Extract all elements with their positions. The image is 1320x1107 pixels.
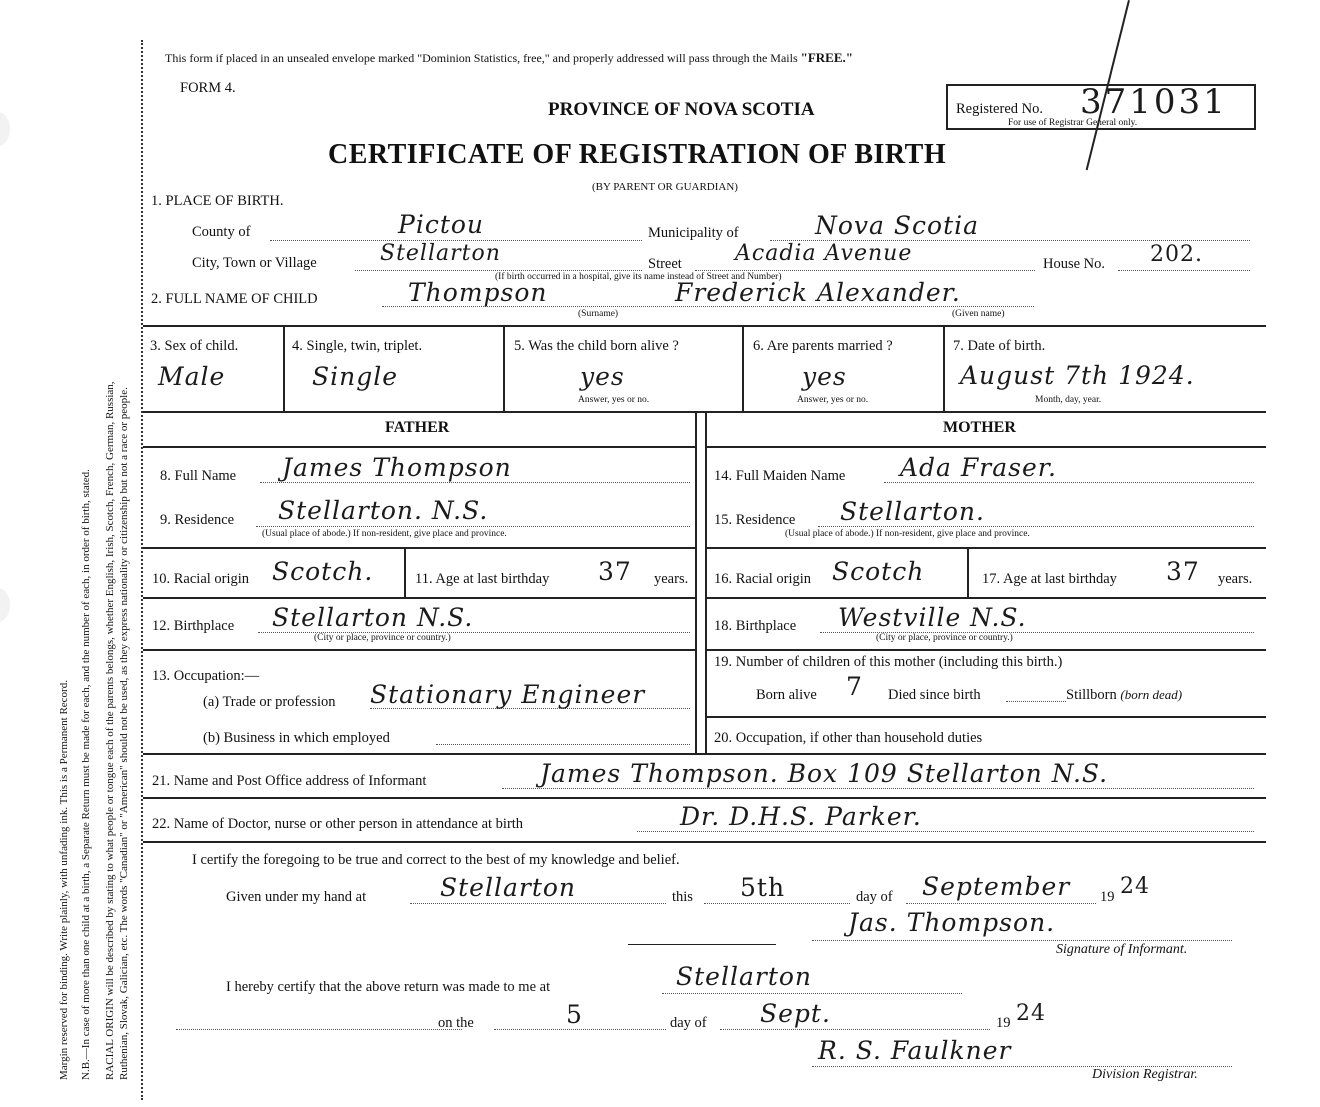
punch-hole (0, 588, 10, 622)
on-the-line-left (176, 1029, 462, 1030)
rule (143, 547, 695, 549)
month-line (906, 903, 1096, 904)
rule (695, 411, 697, 753)
child-surname: Thompson (408, 278, 548, 307)
doctor-label: 22. Name of Doctor, nurse or other person in attendance at birth (152, 816, 524, 832)
province-heading: PROVINCE OF NOVA SCOTIA (548, 99, 815, 120)
given-place: Stellarton (440, 873, 577, 902)
sex-value: Male (158, 362, 226, 391)
business-line (436, 744, 690, 745)
punch-hole (0, 112, 10, 146)
father-age-label: 11. Age at last birthday (415, 571, 550, 587)
surname-caption: (Surname) (578, 309, 619, 319)
return-place-line (662, 993, 962, 994)
rule (503, 325, 505, 411)
father-birthplace-caption: (City or place, province or country.) (314, 633, 451, 643)
mail-notice: This form if placed in an unsealed envelope marked "Dominion Statistics, free," and properly addressed will pass through the Mails "FREE." (165, 50, 853, 65)
doctor-line (637, 831, 1254, 832)
rule (705, 716, 1266, 718)
return-day: 5 (566, 1000, 583, 1029)
return-year: 24 (1016, 1001, 1046, 1026)
mother-heading: MOTHER (943, 419, 1016, 436)
children-label: 19. Number of children of this mother (including this birth.) (714, 654, 1063, 670)
municipality-label: Municipality of (648, 225, 739, 241)
father-birthplace-label: 12. Birthplace (152, 618, 235, 634)
mother-age: 37 (1166, 557, 1200, 586)
mother-residence: Stellarton. (840, 497, 985, 526)
father-name-label: 8. Full Name (160, 468, 237, 484)
city-value: Stellarton (380, 241, 501, 266)
father-birthplace: Stellarton N.S. (272, 603, 474, 632)
married-value: yes (802, 362, 847, 391)
rule (628, 944, 776, 945)
hospital-note: (If birth occurred in a hospital, give its name instead of Street and Number) (495, 272, 782, 282)
county-label: County of (192, 224, 251, 240)
mother-occupation-label: 20. Occupation, if other than household duties (714, 730, 983, 746)
given-year: 24 (1120, 874, 1150, 899)
informant-signature: Jas. Thompson. (848, 908, 1056, 937)
county-value: Pictou (398, 210, 485, 239)
father-residence-caption: (Usual place of abode.) If non-resident, give place and province. (262, 529, 507, 539)
informant-label: 21. Name and Post Office address of Informant (152, 773, 427, 789)
father-race-label: 10. Racial origin (152, 571, 250, 587)
mother-residence-line (818, 526, 1254, 527)
municipality-value: Nova Scotia (815, 211, 980, 240)
signature-line (812, 940, 1232, 941)
house-label: House No. (1043, 256, 1106, 272)
child-name-label: 2. FULL NAME OF CHILD (151, 291, 318, 307)
doctor-value: Dr. D.H.S. Parker. (680, 802, 922, 831)
rule (404, 547, 406, 597)
trade-label: (a) Trade or profession (203, 694, 336, 710)
certificate-subtitle: (BY PARENT OR GUARDIAN) (592, 181, 738, 193)
rule (967, 547, 969, 597)
rule (143, 841, 1266, 843)
occupation-label: 13. Occupation:— (152, 668, 260, 684)
margin-note: Ruthenian, Slovak, Galician, etc. The words "Canadian" or "American" should not be used, as they express nationality or citizenship but not a race or people. (118, 387, 130, 1080)
informant-value: James Thompson. Box 109 Stellarton N.S. (540, 759, 1109, 788)
rule (705, 597, 1266, 599)
father-race: Scotch. (272, 557, 374, 586)
rule (705, 411, 707, 753)
given-day: 5th (740, 873, 786, 902)
street-value: Acadia Avenue (735, 241, 913, 266)
rule (143, 649, 695, 651)
alive-label: 5. Was the child born alive ? (514, 338, 679, 354)
mother-name: Ada Fraser. (900, 453, 1057, 482)
form-number: FORM 4. (180, 80, 236, 96)
day-line (704, 903, 850, 904)
return-month: Sept. (760, 999, 831, 1028)
father-residence-line (256, 526, 690, 527)
return-month-line (720, 1029, 990, 1030)
rule (143, 325, 1266, 327)
certify-statement: I certify the foregoing to be true and correct to the best of my knowledge and belief. (192, 852, 680, 868)
dob-caption: Month, day, year. (1035, 395, 1102, 405)
plurality-label: 4. Single, twin, triplet. (292, 338, 423, 354)
street-line (695, 270, 1035, 271)
rule (943, 325, 945, 411)
trade-value: Stationary Engineer (370, 680, 646, 709)
mother-residence-caption: (Usual place of abode.) If non-resident, give place and province. (785, 529, 1030, 539)
plurality-value: Single (312, 362, 399, 391)
rule (143, 597, 695, 599)
born-alive-label: Born alive (756, 687, 817, 703)
mother-birthplace: Westville N.S. (838, 603, 1027, 632)
binding-line (141, 40, 143, 1100)
father-name: James Thompson (282, 453, 512, 482)
mother-age-unit: years. (1218, 571, 1253, 587)
mother-race-label: 16. Racial origin (714, 571, 812, 587)
this-label: this (672, 889, 693, 905)
margin-note: N.B.—In case of more than one child at a birth, a Separate Return must be made for each, and the number of each, in order of birth, stated. (80, 469, 92, 1080)
alive-value: yes (580, 362, 625, 391)
registrar-note: For use of Registrar General only. (1008, 118, 1138, 128)
father-residence-label: 9. Residence (160, 512, 235, 528)
given-month: September (922, 872, 1071, 901)
child-given-name: Frederick Alexander. (675, 278, 961, 307)
rule (143, 753, 1266, 755)
married-label: 6. Are parents married ? (753, 338, 893, 354)
rule (143, 797, 1266, 799)
mother-name-line (884, 482, 1254, 483)
rule (705, 649, 1266, 651)
year-prefix: 19 (1100, 889, 1115, 905)
mother-race: Scotch (832, 557, 925, 586)
registrar-signature: R. S. Faulkner (818, 1036, 1012, 1065)
return-year-prefix: 19 (996, 1015, 1011, 1031)
alive-caption: Answer, yes or no. (578, 395, 650, 405)
father-age: 37 (598, 557, 632, 586)
on-the-label: on the (438, 1015, 474, 1031)
died-label: Died since birth (888, 687, 981, 703)
return-day-line (494, 1029, 666, 1030)
margin-note: Margin reserved for binding. Write plainly, with unfading ink. This is a Permanent Record. (58, 680, 70, 1080)
city-line (355, 270, 642, 271)
return-day-of-label: day of (670, 1015, 707, 1031)
father-residence: Stellarton. N.S. (278, 496, 489, 525)
street-label: Street (648, 256, 682, 272)
signature-caption: Signature of Informant. (1056, 942, 1188, 957)
father-age-unit: years. (654, 571, 689, 587)
dob-value: August 7th 1924. (960, 361, 1195, 390)
registrar-caption: Division Registrar. (1092, 1067, 1198, 1082)
father-heading: FATHER (385, 419, 450, 436)
mother-residence-label: 15. Residence (714, 512, 796, 528)
house-line (1118, 270, 1250, 271)
dob-label: 7. Date of birth. (953, 338, 1046, 354)
registered-label: Registered No. (956, 101, 1043, 117)
rule (705, 446, 1266, 448)
rule (742, 325, 744, 411)
father-name-line (260, 482, 690, 483)
mother-birthplace-caption: (City or place, province or country.) (876, 633, 1013, 643)
return-label: I hereby certify that the above return was made to me at (226, 979, 551, 995)
day-of-label: day of (856, 889, 893, 905)
born-alive-value: 7 (846, 672, 863, 701)
business-label: (b) Business in which employed (203, 730, 390, 746)
married-caption: Answer, yes or no. (797, 395, 869, 405)
given-caption: (Given name) (952, 309, 1005, 319)
city-label: City, Town or Village (192, 255, 317, 271)
registered-number: 371031 (1080, 82, 1228, 122)
given-label: Given under my hand at (226, 889, 367, 905)
place-of-birth-label: 1. PLACE OF BIRTH. (151, 193, 284, 209)
house-value: 202. (1150, 242, 1203, 267)
margin-note: RACIAL ORIGIN will be described by stating to what people or tongue each of the parents belongs, whether English, Irish, Scotch, French, German, Russian, (104, 381, 116, 1080)
rule (283, 325, 285, 411)
certificate-title: CERTIFICATE OF REGISTRATION OF BIRTH (328, 139, 947, 170)
rule (705, 547, 1266, 549)
mother-age-label: 17. Age at last birthday (982, 571, 1117, 587)
return-place: Stellarton (676, 962, 813, 991)
sex-label: 3. Sex of child. (150, 338, 239, 354)
died-line (1006, 701, 1066, 702)
rule (143, 446, 695, 448)
mother-name-label: 14. Full Maiden Name (714, 468, 846, 484)
mother-birthplace-label: 18. Birthplace (714, 618, 797, 634)
stillborn-label: Stillborn (born dead) (1066, 687, 1183, 703)
given-line (410, 903, 666, 904)
informant-line (502, 788, 1254, 789)
